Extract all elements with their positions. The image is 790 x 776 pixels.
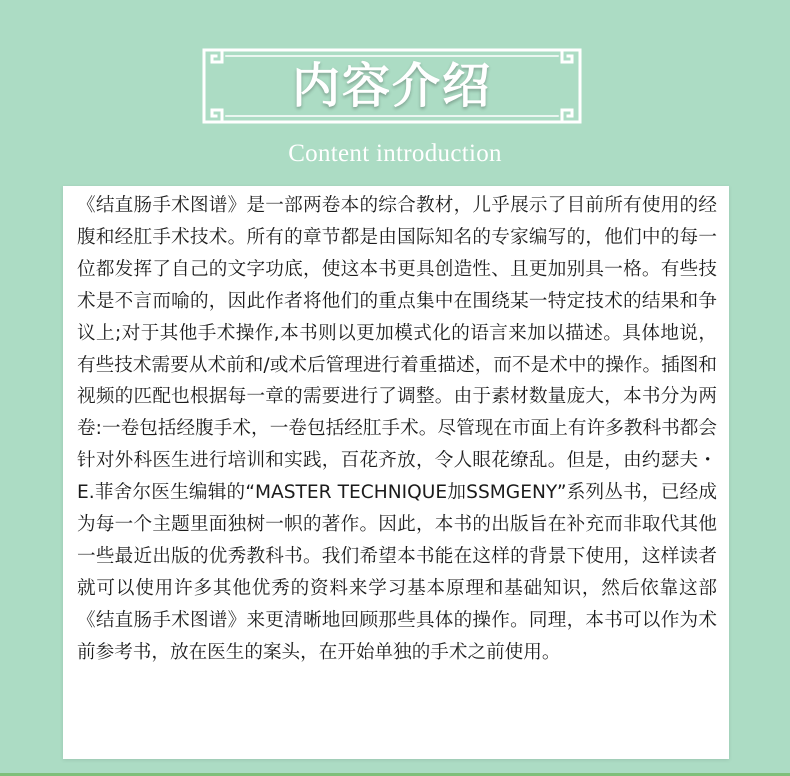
description-paragraph: 《结直肠手术图谱》是一部两卷本的综合教材，儿乎展示了目前所有使用的经腹和经肛手术技术。所有的章节都是由国际知名的专家编写的，他们中的每一位都发挥了自己的文字功底，使这本书更具创造性、且更加别具一格。有些技术是不言而喻的，因此作者将他们的重点集中在围绕某一特定技术的结果和争议上;对于其他手术操作,本书则以更加模式化的语言来加以描述。具体地说，有些技术需要从术前和/或术后管理进行着重描述，而不是术中的操作。插图和视频的匹配也根据每一章的需要进行了调整。由于素材数量庞大，本书分为两卷:一卷包括经腹手术，一卷包括经肛手术。尽管现在市面上有许多教科书都会针对外科医生进行培训和实践，百花齐放，令人眼花缭乱。但是，由约瑟夫・E.菲舍尔医生编辑的“MASTER TECHNIQUE加SSMGENY”系列丛书，已经成为每一个主题里面独树一帜的著作。因此，本书的出版旨在补充而非取代其他一些最近出版的优秀教科书。我们希望本书能在这样的背景下使用，这样读者就可以使用许多其他优秀的资料来学习基本原理和基础知识，然后依靠这部《结直肠手术图谱》来更清晰地回顾那些具体的操作。同理，本书可以作为术前参考书，放在医生的案头，在开始单独的手术之前使用。 [77,195,717,663]
page-title: 内容介绍 [291,58,492,114]
page-subtitle: Content introduction [288,140,502,167]
title-frame [196,42,588,130]
content-panel [63,186,729,759]
